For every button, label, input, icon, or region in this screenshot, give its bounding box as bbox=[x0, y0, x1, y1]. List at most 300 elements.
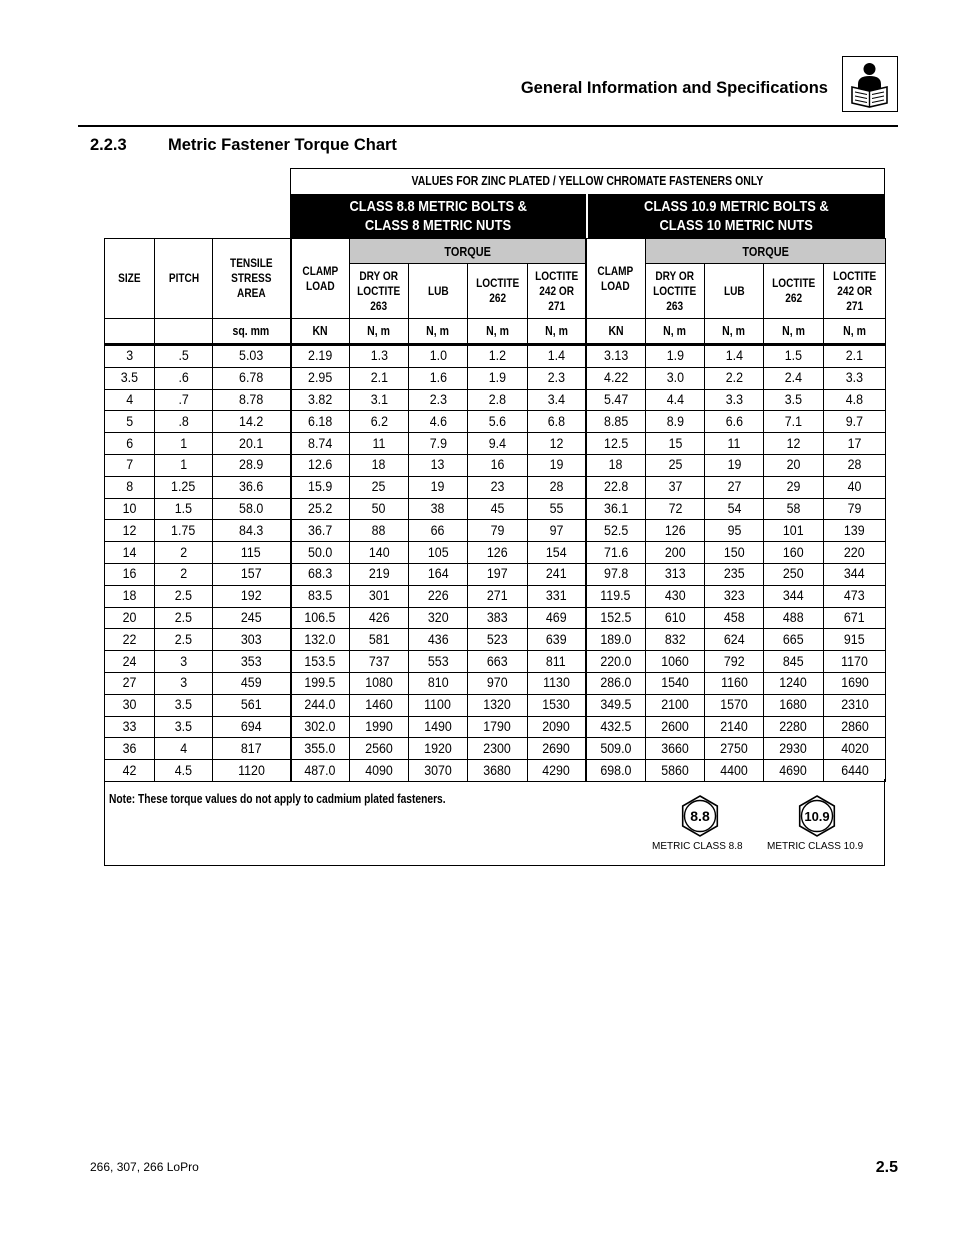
tensile-area-cell: 115 bbox=[213, 542, 291, 564]
pitch-cell: 2.5 bbox=[155, 607, 213, 629]
lub-88-cell: 66 bbox=[409, 520, 468, 542]
lub-88-cell: 105 bbox=[409, 542, 468, 564]
size-unit bbox=[105, 319, 155, 345]
pitch-cell: 2 bbox=[155, 542, 213, 564]
size-cell: 3.5 bbox=[105, 367, 155, 389]
table-row bbox=[105, 542, 886, 564]
loctite242-88-cell: 1130 bbox=[528, 672, 586, 694]
loctite242-109-cell: 2860 bbox=[824, 716, 886, 738]
clamp-load-109-cell: 119.5 bbox=[586, 585, 646, 607]
loctite262-88-unit: N, m bbox=[468, 319, 528, 345]
dry-109-cell: 3660 bbox=[646, 738, 705, 760]
dry-109-cell: 832 bbox=[646, 629, 705, 651]
lub-88-cell: 19 bbox=[409, 476, 468, 498]
loctite242-88-cell: 55 bbox=[528, 498, 586, 520]
loctite242-88-cell: 19 bbox=[528, 454, 586, 476]
clamp-load-88-cell: 68.3 bbox=[291, 563, 350, 585]
clamp-load-109-cell: 4.22 bbox=[586, 367, 646, 389]
table-row bbox=[105, 367, 886, 389]
loctite242-109-header: LOCTITE 242 OR 271 bbox=[824, 264, 886, 319]
lub-88-cell: 1920 bbox=[409, 738, 468, 760]
clamp-load-109-cell: 220.0 bbox=[586, 651, 646, 673]
tensile-area-cell: 20.1 bbox=[213, 433, 291, 455]
pitch-cell: 1.75 bbox=[155, 520, 213, 542]
table-row bbox=[105, 433, 886, 455]
dry-109-cell: 430 bbox=[646, 585, 705, 607]
loctite262-109-cell: 101 bbox=[764, 520, 824, 542]
dry-88-cell: 2560 bbox=[350, 738, 409, 760]
loctite242-109-cell: 2.1 bbox=[824, 345, 886, 368]
loctite262-88-cell: 523 bbox=[468, 629, 528, 651]
loctite262-109-cell: 3.5 bbox=[764, 389, 824, 411]
table-row bbox=[105, 563, 886, 585]
table-row bbox=[105, 672, 886, 694]
pitch-cell: 3 bbox=[155, 672, 213, 694]
lub-88-cell: 38 bbox=[409, 498, 468, 520]
clamp-load-88-cell: 132.0 bbox=[291, 629, 350, 651]
badge-8-8-label: METRIC CLASS 8.8 bbox=[652, 841, 743, 852]
size-cell: 18 bbox=[105, 585, 155, 607]
tensile-area-cell: 245 bbox=[213, 607, 291, 629]
loctite242-88-cell: 241 bbox=[528, 563, 586, 585]
size-cell: 5 bbox=[105, 411, 155, 433]
loctite242-88-cell: 97 bbox=[528, 520, 586, 542]
loctite262-88-cell: 2300 bbox=[468, 738, 528, 760]
lub-88-cell: 3070 bbox=[409, 760, 468, 782]
lub-109-cell: 54 bbox=[705, 498, 764, 520]
area-unit: sq. mm bbox=[213, 319, 291, 345]
clamp-load-88-cell: 244.0 bbox=[291, 694, 350, 716]
dry-109-cell: 1.9 bbox=[646, 345, 705, 368]
dry-109-cell: 1540 bbox=[646, 672, 705, 694]
clamp-load-109-cell: 432.5 bbox=[586, 716, 646, 738]
lub-109-cell: 6.6 bbox=[705, 411, 764, 433]
loctite262-88-cell: 1.9 bbox=[468, 367, 528, 389]
size-cell: 33 bbox=[105, 716, 155, 738]
clamp-load-88-cell: 8.74 bbox=[291, 433, 350, 455]
pitch-cell: .6 bbox=[155, 367, 213, 389]
loctite262-88-header: LOCTITE 262 bbox=[468, 264, 528, 319]
dry-88-cell: 3.1 bbox=[350, 389, 409, 411]
loctite242-88-cell: 4290 bbox=[528, 760, 586, 782]
lub-109-header: LUB bbox=[705, 264, 764, 319]
dry-109-cell: 15 bbox=[646, 433, 705, 455]
lub-109-cell: 2750 bbox=[705, 738, 764, 760]
tensile-area-cell: 14.2 bbox=[213, 411, 291, 433]
lub-109-cell: 150 bbox=[705, 542, 764, 564]
clamp-load-88-cell: 15.9 bbox=[291, 476, 350, 498]
loctite242-109-cell: 671 bbox=[824, 607, 886, 629]
clamp-load-88-cell: 83.5 bbox=[291, 585, 350, 607]
tensile-area-cell: 36.6 bbox=[213, 476, 291, 498]
loctite262-109-cell: 1.5 bbox=[764, 345, 824, 368]
loctite242-109-cell: 3.3 bbox=[824, 367, 886, 389]
loctite262-88-cell: 3680 bbox=[468, 760, 528, 782]
loctite242-109-cell: 344 bbox=[824, 563, 886, 585]
pitch-cell: 2.5 bbox=[155, 629, 213, 651]
clamp-load-88-cell: 3.82 bbox=[291, 389, 350, 411]
loctite262-109-cell: 7.1 bbox=[764, 411, 824, 433]
pitch-cell: 2.5 bbox=[155, 585, 213, 607]
loctite242-109-cell: 28 bbox=[824, 454, 886, 476]
lub-109-cell: 19 bbox=[705, 454, 764, 476]
lub-88-cell: 1.0 bbox=[409, 345, 468, 368]
header-rule bbox=[78, 125, 898, 127]
pitch-header: PITCH bbox=[155, 239, 213, 319]
lub-88-cell: 320 bbox=[409, 607, 468, 629]
table-row bbox=[105, 389, 886, 411]
size-cell: 42 bbox=[105, 760, 155, 782]
lub-109-cell: 4400 bbox=[705, 760, 764, 782]
size-cell: 3 bbox=[105, 345, 155, 368]
fastener-type-banner: VALUES FOR ZINC PLATED / YELLOW CHROMATE FASTENERS ONLY bbox=[290, 168, 885, 194]
loctite262-88-cell: 970 bbox=[468, 672, 528, 694]
size-cell: 14 bbox=[105, 542, 155, 564]
loctite242-109-cell: 6440 bbox=[824, 760, 886, 782]
clamp-load-88-cell: 36.7 bbox=[291, 520, 350, 542]
loctite262-109-unit: N, m bbox=[764, 319, 824, 345]
loctite262-88-cell: 126 bbox=[468, 542, 528, 564]
pitch-cell: .8 bbox=[155, 411, 213, 433]
loctite262-88-cell: 5.6 bbox=[468, 411, 528, 433]
loctite262-88-cell: 271 bbox=[468, 585, 528, 607]
dry-88-cell: 219 bbox=[350, 563, 409, 585]
clamp-load-109-cell: 152.5 bbox=[586, 607, 646, 629]
dry-109-cell: 5860 bbox=[646, 760, 705, 782]
dry-88-cell: 1990 bbox=[350, 716, 409, 738]
size-cell: 24 bbox=[105, 651, 155, 673]
loctite262-109-cell: 29 bbox=[764, 476, 824, 498]
pitch-cell: 4.5 bbox=[155, 760, 213, 782]
dry-88-cell: 140 bbox=[350, 542, 409, 564]
clamp-load-109-cell: 97.8 bbox=[586, 563, 646, 585]
dry-109-cell: 2600 bbox=[646, 716, 705, 738]
clamp-load-109-cell: 3.13 bbox=[586, 345, 646, 368]
dry-88-cell: 1.3 bbox=[350, 345, 409, 368]
dry-88-cell: 1080 bbox=[350, 672, 409, 694]
tensile-area-cell: 459 bbox=[213, 672, 291, 694]
tensile-area-cell: 5.03 bbox=[213, 345, 291, 368]
class-8-8-header: CLASS 8.8 METRIC BOLTS & CLASS 8 METRIC NUTS bbox=[290, 194, 586, 238]
lub-88-cell: 2.3 bbox=[409, 389, 468, 411]
badge-8-8-mark: 8.8 bbox=[690, 808, 710, 824]
table-row bbox=[105, 520, 886, 542]
tensile-area-cell: 157 bbox=[213, 563, 291, 585]
tensile-header: TENSILE STRESS AREA bbox=[213, 239, 291, 319]
lub-109-cell: 624 bbox=[705, 629, 764, 651]
lub-88-unit: N, m bbox=[409, 319, 468, 345]
dry-109-header: DRY OR LOCTITE 263 bbox=[646, 264, 705, 319]
pitch-cell: .7 bbox=[155, 389, 213, 411]
dry-88-cell: 25 bbox=[350, 476, 409, 498]
dry-109-cell: 37 bbox=[646, 476, 705, 498]
badge-10-9-label: METRIC CLASS 10.9 bbox=[767, 841, 864, 852]
size-cell: 36 bbox=[105, 738, 155, 760]
loctite262-88-cell: 23 bbox=[468, 476, 528, 498]
dry-88-header: DRY OR LOCTITE 263 bbox=[350, 264, 409, 319]
clamp-load-109-cell: 36.1 bbox=[586, 498, 646, 520]
dry-109-cell: 3.0 bbox=[646, 367, 705, 389]
loctite242-109-cell: 4.8 bbox=[824, 389, 886, 411]
table-row bbox=[105, 345, 886, 368]
lub-109-unit: N, m bbox=[705, 319, 764, 345]
page-number: 2.5 bbox=[875, 1159, 898, 1176]
loctite262-88-cell: 9.4 bbox=[468, 433, 528, 455]
loctite242-88-unit: N, m bbox=[528, 319, 586, 345]
loctite262-109-cell: 20 bbox=[764, 454, 824, 476]
pitch-cell: 1 bbox=[155, 454, 213, 476]
size-cell: 12 bbox=[105, 520, 155, 542]
loctite262-109-cell: 160 bbox=[764, 542, 824, 564]
tensile-area-cell: 303 bbox=[213, 629, 291, 651]
table-row bbox=[105, 694, 886, 716]
clamp-load-88-cell: 12.6 bbox=[291, 454, 350, 476]
clamp-load-109-cell: 509.0 bbox=[586, 738, 646, 760]
pitch-cell: 3.5 bbox=[155, 694, 213, 716]
dry-109-cell: 313 bbox=[646, 563, 705, 585]
loctite262-109-cell: 488 bbox=[764, 607, 824, 629]
loctite262-88-cell: 2.8 bbox=[468, 389, 528, 411]
dry-88-unit: N, m bbox=[350, 319, 409, 345]
dry-88-cell: 426 bbox=[350, 607, 409, 629]
lub-109-cell: 27 bbox=[705, 476, 764, 498]
loctite262-109-header: LOCTITE 262 bbox=[764, 264, 824, 319]
loctite242-88-cell: 3.4 bbox=[528, 389, 586, 411]
pitch-cell: 1.25 bbox=[155, 476, 213, 498]
loctite242-109-cell: 139 bbox=[824, 520, 886, 542]
size-cell: 10 bbox=[105, 498, 155, 520]
loctite242-88-cell: 2090 bbox=[528, 716, 586, 738]
size-cell: 27 bbox=[105, 672, 155, 694]
lub-109-cell: 11 bbox=[705, 433, 764, 455]
loctite262-109-cell: 4690 bbox=[764, 760, 824, 782]
size-cell: 16 bbox=[105, 563, 155, 585]
table-row bbox=[105, 411, 886, 433]
lub-109-cell: 1.4 bbox=[705, 345, 764, 368]
loctite262-109-cell: 845 bbox=[764, 651, 824, 673]
clamp-load-109-header: CLAMP LOAD bbox=[586, 239, 646, 319]
size-cell: 6 bbox=[105, 433, 155, 455]
pitch-cell: 4 bbox=[155, 738, 213, 760]
clamp-load-109-cell: 8.85 bbox=[586, 411, 646, 433]
pitch-cell: 1.5 bbox=[155, 498, 213, 520]
tensile-area-cell: 561 bbox=[213, 694, 291, 716]
loctite262-88-cell: 1320 bbox=[468, 694, 528, 716]
clamp-109-unit: KN bbox=[586, 319, 646, 345]
class-10-9-header: CLASS 10.9 METRIC BOLTS & CLASS 10 METRIC NUTS bbox=[588, 194, 885, 238]
dry-88-cell: 737 bbox=[350, 651, 409, 673]
metric-class-8-8-icon bbox=[679, 795, 721, 837]
loctite262-88-cell: 16 bbox=[468, 454, 528, 476]
dry-109-cell: 126 bbox=[646, 520, 705, 542]
clamp-load-88-cell: 6.18 bbox=[291, 411, 350, 433]
clamp-load-109-cell: 5.47 bbox=[586, 389, 646, 411]
dry-88-cell: 18 bbox=[350, 454, 409, 476]
loctite242-88-cell: 469 bbox=[528, 607, 586, 629]
lub-88-cell: 1.6 bbox=[409, 367, 468, 389]
size-cell: 30 bbox=[105, 694, 155, 716]
loctite242-109-cell: 2310 bbox=[824, 694, 886, 716]
loctite242-109-cell: 1690 bbox=[824, 672, 886, 694]
table-row bbox=[105, 607, 886, 629]
lub-109-cell: 1160 bbox=[705, 672, 764, 694]
section-number: 2.2.3 bbox=[90, 136, 127, 154]
loctite262-109-cell: 344 bbox=[764, 585, 824, 607]
clamp-load-109-cell: 349.5 bbox=[586, 694, 646, 716]
loctite242-88-cell: 1530 bbox=[528, 694, 586, 716]
loctite242-88-cell: 2.3 bbox=[528, 367, 586, 389]
lub-88-cell: 810 bbox=[409, 672, 468, 694]
lub-109-cell: 458 bbox=[705, 607, 764, 629]
clamp-load-109-cell: 22.8 bbox=[586, 476, 646, 498]
tensile-area-cell: 1120 bbox=[213, 760, 291, 782]
size-cell: 8 bbox=[105, 476, 155, 498]
loctite262-88-cell: 197 bbox=[468, 563, 528, 585]
loctite262-88-cell: 1790 bbox=[468, 716, 528, 738]
section-title: Metric Fastener Torque Chart bbox=[168, 136, 397, 154]
tensile-area-cell: 6.78 bbox=[213, 367, 291, 389]
loctite262-109-cell: 250 bbox=[764, 563, 824, 585]
loctite262-88-cell: 663 bbox=[468, 651, 528, 673]
clamp-load-109-cell: 286.0 bbox=[586, 672, 646, 694]
loctite262-88-cell: 383 bbox=[468, 607, 528, 629]
loctite242-109-unit: N, m bbox=[824, 319, 886, 345]
loctite262-109-cell: 2280 bbox=[764, 716, 824, 738]
loctite262-88-cell: 1.2 bbox=[468, 345, 528, 368]
lub-88-cell: 164 bbox=[409, 563, 468, 585]
table-row bbox=[105, 498, 886, 520]
dry-109-cell: 72 bbox=[646, 498, 705, 520]
dry-109-cell: 200 bbox=[646, 542, 705, 564]
note-text: Note: These torque values do not apply to cadmium plated fasteners. bbox=[109, 792, 446, 806]
size-header: SIZE bbox=[105, 239, 155, 319]
pitch-cell: 3.5 bbox=[155, 716, 213, 738]
clamp-load-109-cell: 189.0 bbox=[586, 629, 646, 651]
loctite242-109-cell: 473 bbox=[824, 585, 886, 607]
tensile-area-cell: 192 bbox=[213, 585, 291, 607]
loctite262-109-cell: 2930 bbox=[764, 738, 824, 760]
loctite242-109-cell: 17 bbox=[824, 433, 886, 455]
clamp-load-109-cell: 52.5 bbox=[586, 520, 646, 542]
loctite242-109-cell: 220 bbox=[824, 542, 886, 564]
tensile-area-cell: 28.9 bbox=[213, 454, 291, 476]
dry-88-cell: 88 bbox=[350, 520, 409, 542]
loctite242-88-header: LOCTITE 242 OR 271 bbox=[528, 264, 586, 319]
dry-88-cell: 11 bbox=[350, 433, 409, 455]
loctite242-109-cell: 1170 bbox=[824, 651, 886, 673]
pitch-cell: 2 bbox=[155, 563, 213, 585]
clamp-load-88-cell: 25.2 bbox=[291, 498, 350, 520]
lub-109-cell: 1570 bbox=[705, 694, 764, 716]
loctite262-109-cell: 58 bbox=[764, 498, 824, 520]
lub-88-cell: 7.9 bbox=[409, 433, 468, 455]
header-title: General Information and Specifications bbox=[520, 79, 828, 97]
dry-109-cell: 25 bbox=[646, 454, 705, 476]
loctite242-88-cell: 639 bbox=[528, 629, 586, 651]
loctite262-109-cell: 2.4 bbox=[764, 367, 824, 389]
dry-109-cell: 1060 bbox=[646, 651, 705, 673]
tensile-area-cell: 694 bbox=[213, 716, 291, 738]
loctite242-88-cell: 28 bbox=[528, 476, 586, 498]
table-row bbox=[105, 738, 886, 760]
size-cell: 7 bbox=[105, 454, 155, 476]
lub-88-cell: 13 bbox=[409, 454, 468, 476]
clamp-load-88-cell: 2.95 bbox=[291, 367, 350, 389]
note-box bbox=[104, 779, 885, 866]
tensile-area-cell: 58.0 bbox=[213, 498, 291, 520]
dry-88-cell: 50 bbox=[350, 498, 409, 520]
lub-109-cell: 95 bbox=[705, 520, 764, 542]
clamp-load-88-cell: 302.0 bbox=[291, 716, 350, 738]
clamp-load-109-cell: 698.0 bbox=[586, 760, 646, 782]
dry-88-cell: 1460 bbox=[350, 694, 409, 716]
lub-109-cell: 792 bbox=[705, 651, 764, 673]
pitch-cell: 1 bbox=[155, 433, 213, 455]
lub-109-cell: 3.3 bbox=[705, 389, 764, 411]
torque-table bbox=[104, 238, 886, 782]
clamp-load-88-cell: 50.0 bbox=[291, 542, 350, 564]
clamp-load-88-cell: 487.0 bbox=[291, 760, 350, 782]
clamp-88-unit: KN bbox=[291, 319, 350, 345]
size-cell: 4 bbox=[105, 389, 155, 411]
dry-88-cell: 2.1 bbox=[350, 367, 409, 389]
metric-class-10-9-icon bbox=[796, 795, 838, 837]
loctite242-88-cell: 1.4 bbox=[528, 345, 586, 368]
lub-88-cell: 436 bbox=[409, 629, 468, 651]
torque-88-header: TORQUE bbox=[350, 239, 586, 264]
table-row bbox=[105, 716, 886, 738]
clamp-load-88-cell: 106.5 bbox=[291, 607, 350, 629]
lub-88-cell: 1100 bbox=[409, 694, 468, 716]
dry-109-unit: N, m bbox=[646, 319, 705, 345]
dry-88-cell: 6.2 bbox=[350, 411, 409, 433]
tensile-area-cell: 353 bbox=[213, 651, 291, 673]
dry-109-cell: 8.9 bbox=[646, 411, 705, 433]
lub-109-cell: 235 bbox=[705, 563, 764, 585]
lub-88-cell: 1490 bbox=[409, 716, 468, 738]
reading-manual-icon bbox=[842, 56, 898, 112]
loctite242-109-cell: 4020 bbox=[824, 738, 886, 760]
lub-88-cell: 226 bbox=[409, 585, 468, 607]
loctite262-109-cell: 12 bbox=[764, 433, 824, 455]
table-row bbox=[105, 454, 886, 476]
lub-88-cell: 4.6 bbox=[409, 411, 468, 433]
dry-88-cell: 301 bbox=[350, 585, 409, 607]
size-cell: 20 bbox=[105, 607, 155, 629]
clamp-load-88-cell: 355.0 bbox=[291, 738, 350, 760]
loctite242-109-cell: 9.7 bbox=[824, 411, 886, 433]
torque-table-body bbox=[105, 345, 886, 782]
clamp-load-88-cell: 153.5 bbox=[291, 651, 350, 673]
clamp-load-109-cell: 71.6 bbox=[586, 542, 646, 564]
lub-109-cell: 323 bbox=[705, 585, 764, 607]
loctite242-109-cell: 915 bbox=[824, 629, 886, 651]
tensile-area-cell: 8.78 bbox=[213, 389, 291, 411]
table-row bbox=[105, 651, 886, 673]
dry-109-cell: 4.4 bbox=[646, 389, 705, 411]
loctite262-109-cell: 665 bbox=[764, 629, 824, 651]
dry-88-cell: 4090 bbox=[350, 760, 409, 782]
lub-109-cell: 2140 bbox=[705, 716, 764, 738]
loctite262-88-cell: 79 bbox=[468, 520, 528, 542]
dry-88-cell: 581 bbox=[350, 629, 409, 651]
pitch-cell: 3 bbox=[155, 651, 213, 673]
table-row bbox=[105, 476, 886, 498]
torque-109-header: TORQUE bbox=[646, 239, 886, 264]
size-cell: 22 bbox=[105, 629, 155, 651]
lub-88-header: LUB bbox=[409, 264, 468, 319]
badge-10-9-mark: 10.9 bbox=[804, 809, 830, 824]
